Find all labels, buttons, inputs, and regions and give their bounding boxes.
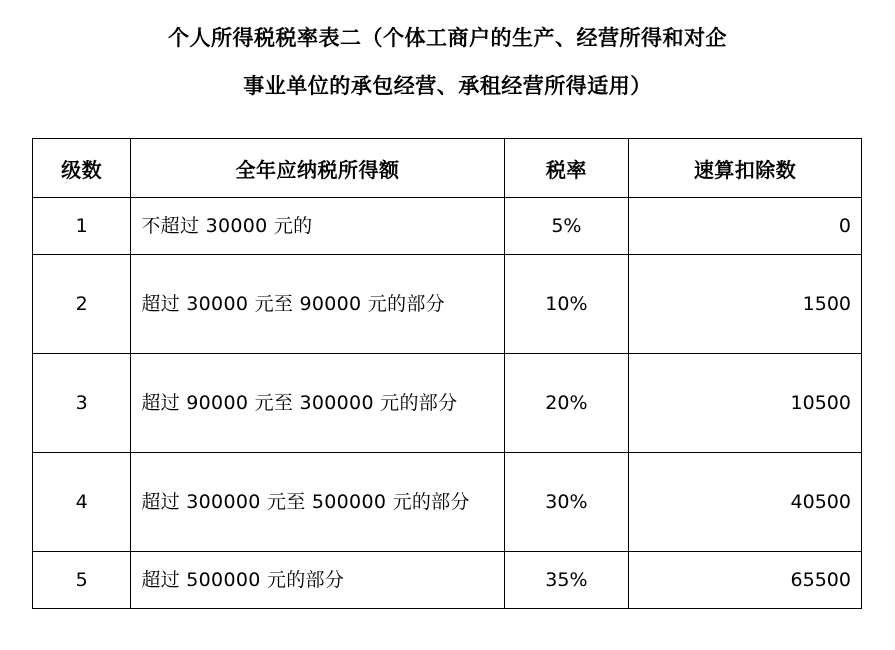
tax-rate-table bbox=[32, 138, 862, 609]
cell-income: 超过 90000 元至 300000 元的部分 bbox=[131, 354, 504, 453]
cell-income: 超过 30000 元至 90000 元的部分 bbox=[131, 255, 504, 354]
cell-rate: 30% bbox=[504, 453, 628, 552]
cell-level: 5 bbox=[33, 552, 131, 609]
table-row bbox=[33, 552, 862, 609]
cell-deduction: 40500 bbox=[629, 453, 862, 552]
tax-table-container bbox=[0, 110, 895, 609]
column-header-income: 全年应纳税所得额 bbox=[131, 139, 504, 198]
column-header-deduction: 速算扣除数 bbox=[629, 139, 862, 198]
cell-rate: 20% bbox=[504, 354, 628, 453]
page-title bbox=[0, 0, 895, 110]
table-row bbox=[33, 255, 862, 354]
page-title-line-2: 事业单位的承包经营、承租经营所得适用） bbox=[243, 74, 652, 98]
table-row bbox=[33, 198, 862, 255]
table-header bbox=[33, 139, 862, 198]
cell-level: 3 bbox=[33, 354, 131, 453]
table-header-row bbox=[33, 139, 862, 198]
cell-level: 1 bbox=[33, 198, 131, 255]
cell-deduction: 0 bbox=[629, 198, 862, 255]
cell-rate: 10% bbox=[504, 255, 628, 354]
column-header-level: 级数 bbox=[33, 139, 131, 198]
cell-level: 4 bbox=[33, 453, 131, 552]
cell-deduction: 1500 bbox=[629, 255, 862, 354]
table-body bbox=[33, 198, 862, 609]
page-title-line-1: 个人所得税税率表二（个体工商户的生产、经营所得和对企 bbox=[168, 26, 727, 50]
cell-deduction: 65500 bbox=[629, 552, 862, 609]
cell-rate: 35% bbox=[504, 552, 628, 609]
column-header-rate: 税率 bbox=[504, 139, 628, 198]
cell-income: 不超过 30000 元的 bbox=[131, 198, 504, 255]
cell-rate: 5% bbox=[504, 198, 628, 255]
cell-level: 2 bbox=[33, 255, 131, 354]
table-row bbox=[33, 354, 862, 453]
cell-income: 超过 300000 元至 500000 元的部分 bbox=[131, 453, 504, 552]
table-row bbox=[33, 453, 862, 552]
cell-deduction: 10500 bbox=[629, 354, 862, 453]
cell-income: 超过 500000 元的部分 bbox=[131, 552, 504, 609]
